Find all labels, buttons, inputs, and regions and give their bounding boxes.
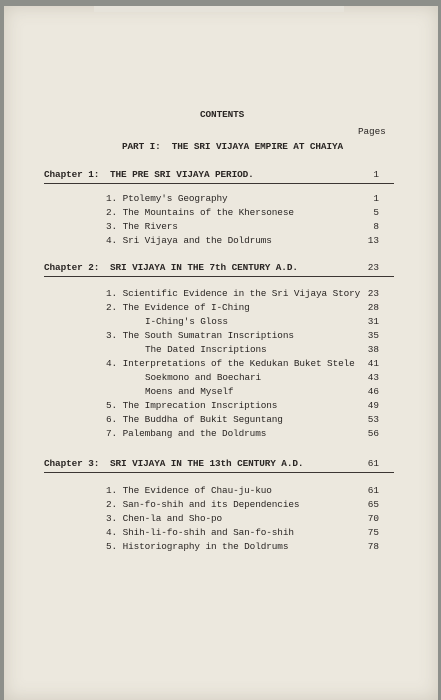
toc-entry: 1. Ptolemy's Geography [106,193,228,204]
chapter-3-rule [44,472,394,473]
toc-entry-page: 8 [373,221,379,232]
toc-entry: 7. Palembang and the Doldrums [106,428,267,439]
toc-entry-page: 31 [367,316,379,327]
toc-entry-page: 61 [367,485,379,496]
book-page [4,6,438,700]
chapter-1-title: THE PRE SRI VIJAYA PERIOD. [110,169,254,180]
toc-entry-page: 53 [367,414,379,425]
toc-entry: 5. The Imprecation Inscriptions [106,400,278,411]
toc-entry: 6. The Buddha of Bukit Seguntang [106,414,283,425]
part-heading: PART I: THE SRI VIJAYA EMPIRE AT CHAIYA [122,141,344,152]
toc-entry-page: 75 [367,527,379,538]
toc-entry: 3. The Rivers [106,221,178,232]
toc-entry-page: 1 [373,193,379,204]
toc-entry: 3. Chen-la and Sho-po [106,513,223,524]
chapter-2-page: 23 [367,262,379,273]
toc-entry-page: 49 [367,400,379,411]
page-top-strip [94,6,344,12]
chapter-2-title: SRI VIJAYA IN THE 7th CENTURY A.D. [110,262,298,273]
toc-entry: 2. San-fo-shih and its Dependencies [106,499,300,510]
chapter-3-title: SRI VIJAYA IN THE 13th CENTURY A.D. [110,458,304,469]
toc-subentry: I-Ching's Gloss [145,316,228,327]
toc-subentry: The Dated Inscriptions [145,344,267,355]
toc-entry: 1. Scientific Evidence in the Sri Vijaya Story [106,288,361,299]
toc-entry: 4. Shih-li-fo-shih and San-fo-shih [106,527,294,538]
toc-entry: 1. The Evidence of Chau-ju-kuo [106,485,272,496]
toc-subentry: Soekmono and Boechari [145,372,262,383]
toc-entry-page: 41 [367,358,379,369]
chapter-3-label: Chapter 3: [44,458,100,469]
toc-entry-page: 5 [373,207,379,218]
toc-entry: 4. Sri Vijaya and the Doldrums [106,235,272,246]
toc-entry-page: 23 [367,288,379,299]
toc-entry: 2. The Mountains of the Khersonese [106,207,294,218]
pages-label: Pages [358,126,386,137]
toc-entry-page: 35 [367,330,379,341]
toc-entry-page: 13 [367,235,379,246]
toc-entry-page: 78 [367,541,379,552]
toc-entry: 4. Interpretations of the Kedukan Buket Stele [106,358,355,369]
contents-title: CONTENTS [200,109,245,120]
toc-entry-page: 56 [367,428,379,439]
chapter-1-label: Chapter 1: [44,169,100,180]
toc-subentry: Moens and Myself [145,386,234,397]
toc-entry-page: 43 [367,372,379,383]
chapter-1-rule [44,183,394,184]
toc-entry-page: 46 [367,386,379,397]
toc-entry: 2. The Evidence of I-Ching [106,302,250,313]
toc-entry-page: 38 [367,344,379,355]
chapter-3-page: 61 [367,458,379,469]
toc-entry: 3. The South Sumatran Inscriptions [106,330,294,341]
toc-entry-page: 65 [367,499,379,510]
chapter-1-page: 1 [373,169,379,180]
toc-entry-page: 28 [367,302,379,313]
toc-entry-page: 70 [367,513,379,524]
toc-entry: 5. Historiography in the Doldrums [106,541,289,552]
chapter-2-rule [44,276,394,277]
chapter-2-label: Chapter 2: [44,262,100,273]
